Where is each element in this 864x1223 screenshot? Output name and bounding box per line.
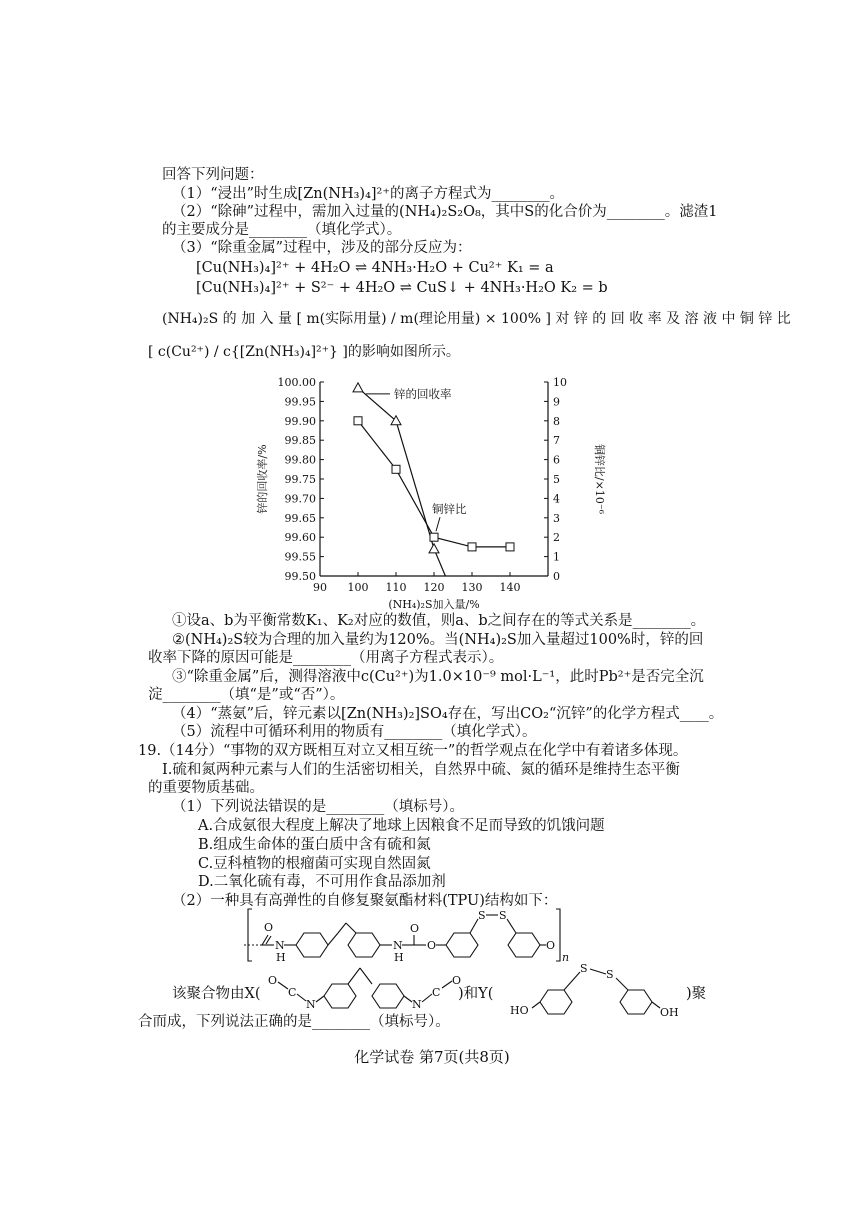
y-right-tick-label: 1 xyxy=(553,550,560,564)
y-left-tick-label: 99.90 xyxy=(284,414,316,428)
square-point xyxy=(430,533,438,541)
tpu-o-ester: O xyxy=(427,939,437,952)
x-tick-label: 140 xyxy=(499,581,521,594)
text-line: 合而成，下列说法正确的是________（填标号）。 xyxy=(138,1014,450,1030)
series-label-recovery: 锌的回收率 xyxy=(394,386,452,401)
x-axis-label: (NH₄)₂S加入量/% xyxy=(388,598,480,610)
triangle-point xyxy=(353,383,363,392)
tpu-subscript-n: n xyxy=(562,951,570,964)
question-4: （4）“蒸氨”后，锌元素以[Zn(NH₃)₂]SO₄存在，写出CO₂“沉锌”的化学方程式____。 xyxy=(172,706,724,722)
y-oh: OH xyxy=(660,1006,679,1018)
text-line: )和Y( xyxy=(458,986,494,1002)
tpu-o1: O xyxy=(264,921,274,934)
tpu-o-end: O xyxy=(546,939,556,952)
y-left-axis-label: 锌的回收率/% xyxy=(256,444,269,514)
y-left-tick-label: 99.65 xyxy=(284,511,316,525)
tpu-s1: S xyxy=(478,909,486,922)
y-ho: HO xyxy=(510,1004,529,1017)
question-3-sub3: ③“除重金属”后，测得溶液中c(Cu²⁺)为1.0×10⁻⁹ mol·L⁻¹，此时Pb²⁺是否完全沉 xyxy=(172,669,704,685)
series-label-ratio: 铜锌比 xyxy=(432,502,467,517)
series-line xyxy=(358,421,510,547)
question-3-3: （3）“除重金属”过程中，涉及的部分反应为： xyxy=(172,240,472,256)
tpu-h2: H xyxy=(394,951,404,964)
x-tick-label: 110 xyxy=(385,581,407,594)
x-tick-label: 130 xyxy=(461,581,483,594)
series-label-leader xyxy=(436,517,440,531)
equation-k1: [Cu(NH₃)₄]²⁺ + 4H₂O ⇌ 4NH₃·H₂O + Cu²⁺ K₁ = a xyxy=(196,260,554,276)
text-line: 的重要物质基础。 xyxy=(148,780,264,796)
y-left-tick-label: 99.85 xyxy=(284,434,316,448)
y-s2: S xyxy=(606,968,614,981)
option-b: B.组成生命体的蛋白质中含有硫和氮 xyxy=(198,837,431,853)
text-line: 该聚合物由X( xyxy=(172,986,261,1002)
tpu-n1: N xyxy=(275,939,285,952)
y-right-tick-label: 6 xyxy=(553,453,560,467)
y-right-tick-label: 0 xyxy=(553,570,560,583)
x-n1: N xyxy=(306,998,316,1011)
y-right-tick-label: 7 xyxy=(553,434,560,448)
option-a: A.合成氨很大程度上解决了地球上因粮食不足而导致的饥饿问题 xyxy=(198,818,605,834)
text-line: 淀________（填“是”或“否”）。 xyxy=(148,687,345,703)
square-point xyxy=(506,543,514,551)
y-right-tick-label: 10 xyxy=(553,376,567,389)
y-left-tick-label: 99.60 xyxy=(284,531,316,545)
y-right-tick-label: 9 xyxy=(553,395,560,409)
part-1-intro: Ⅰ.硫和氮两种元素与人们的生活密切相关，自然界中硫、氮的循环是维持生态平衡 xyxy=(162,762,680,778)
y-right-tick-label: 5 xyxy=(553,473,560,486)
square-point xyxy=(468,543,476,551)
y-right-tick-label: 8 xyxy=(553,414,560,428)
question-3-1: （1）“浸出”时生成[Zn(NH₃)₄]²⁺的离子方程式为________。 xyxy=(172,186,565,202)
equation-k2: [Cu(NH₃)₄]²⁺ + S²⁻ + 4H₂O ⇌ CuS↓ + 4NH₃·H₂O K₂ = b xyxy=(196,280,608,296)
option-d: D.二氧化硫有毒，不可用作食品添加剂 xyxy=(198,874,446,890)
y-s1: S xyxy=(580,962,588,975)
y-left-tick-label: 99.50 xyxy=(284,570,316,583)
question-5: （5）流程中可循环利用的物质有________（填化学式）。 xyxy=(172,724,537,740)
text-line: )聚 xyxy=(686,986,707,1002)
y-right-axis-label: 铜锌比/×10⁻⁶ xyxy=(593,443,606,515)
text-line: 的主要成分是________（填化学式）。 xyxy=(162,222,402,238)
x-tick-label: 120 xyxy=(423,581,445,594)
question-19-1: （1）下列说法错误的是________（填标号）。 xyxy=(172,799,464,815)
page-footer: 化学试卷 第7页(共8页) xyxy=(354,1048,510,1066)
question-3-sub2: ②(NH₄)₂S较为合理的加入量约为120%。当(NH₄)₂S加入量超过100%时，锌的回 xyxy=(172,632,704,648)
tpu-s2: S xyxy=(499,909,507,922)
x-tick-label: 90 xyxy=(313,581,327,594)
question-19-2: （2）一种具有高弹性的自修复聚氨酯材料(TPU)结构如下： xyxy=(172,893,558,909)
y-right-tick-label: 4 xyxy=(553,492,560,506)
x-o1: O xyxy=(268,974,278,987)
question-19-heading: 19.（14分）“事物的双方既相互对立又相互统一”的哲学观点在化学中有着诸多体现。 xyxy=(138,743,688,759)
x-tick-label: 100 xyxy=(347,581,369,594)
monomer-x-structure xyxy=(266,944,506,1016)
dosage-definition: (NH₄)₂S 的 加 入 量 [ m(实际用量) / m(理论用量) × 100% ] 对 锌 的 回 收 率 及 溶 液 中 铜 锌 比 xyxy=(162,311,791,327)
tpu-h1: H xyxy=(276,951,286,964)
x-o2: O xyxy=(452,974,462,987)
x-c2: C xyxy=(432,986,441,999)
text-line: 回答下列问题： xyxy=(162,167,264,183)
triangle-point xyxy=(429,544,439,553)
option-c: C.豆科植物的根瘤菌可实现自然固氮 xyxy=(198,856,431,872)
y-left-tick-label: 99.75 xyxy=(284,473,316,486)
text-line: 收率下降的原因可能是________（用离子方程式表示）。 xyxy=(148,650,504,666)
y-left-tick-label: 100.00 xyxy=(277,376,316,389)
x-n2: N xyxy=(412,998,422,1011)
y-right-tick-label: 2 xyxy=(553,531,560,545)
y-left-tick-label: 99.80 xyxy=(284,453,316,467)
y-right-tick-label: 3 xyxy=(553,511,560,525)
square-point xyxy=(354,417,362,425)
recovery-ratio-chart xyxy=(246,366,606,610)
tpu-o2: O xyxy=(410,922,420,935)
y-left-tick-label: 99.95 xyxy=(284,395,316,409)
question-3-sub1: ①设a、b为平衡常数K₁、K₂对应的数值，则a、b之间存在的等式关系是________。 xyxy=(172,613,706,629)
x-c1: C xyxy=(288,986,297,999)
copper-zinc-ratio-definition: [ c(Cu²⁺) / c{[Zn(NH₃)₄]²⁺} ]的影响如图所示。 xyxy=(148,344,460,360)
tpu-n2: N xyxy=(393,939,403,952)
question-3-2: （2）“除砷”过程中，需加入过量的(NH₄)₂S₂O₈，其中S的化合价为________。滤渣1 xyxy=(172,204,718,220)
y-left-tick-label: 99.55 xyxy=(284,550,316,564)
square-point xyxy=(392,465,400,473)
y-left-tick-label: 99.70 xyxy=(284,492,316,506)
